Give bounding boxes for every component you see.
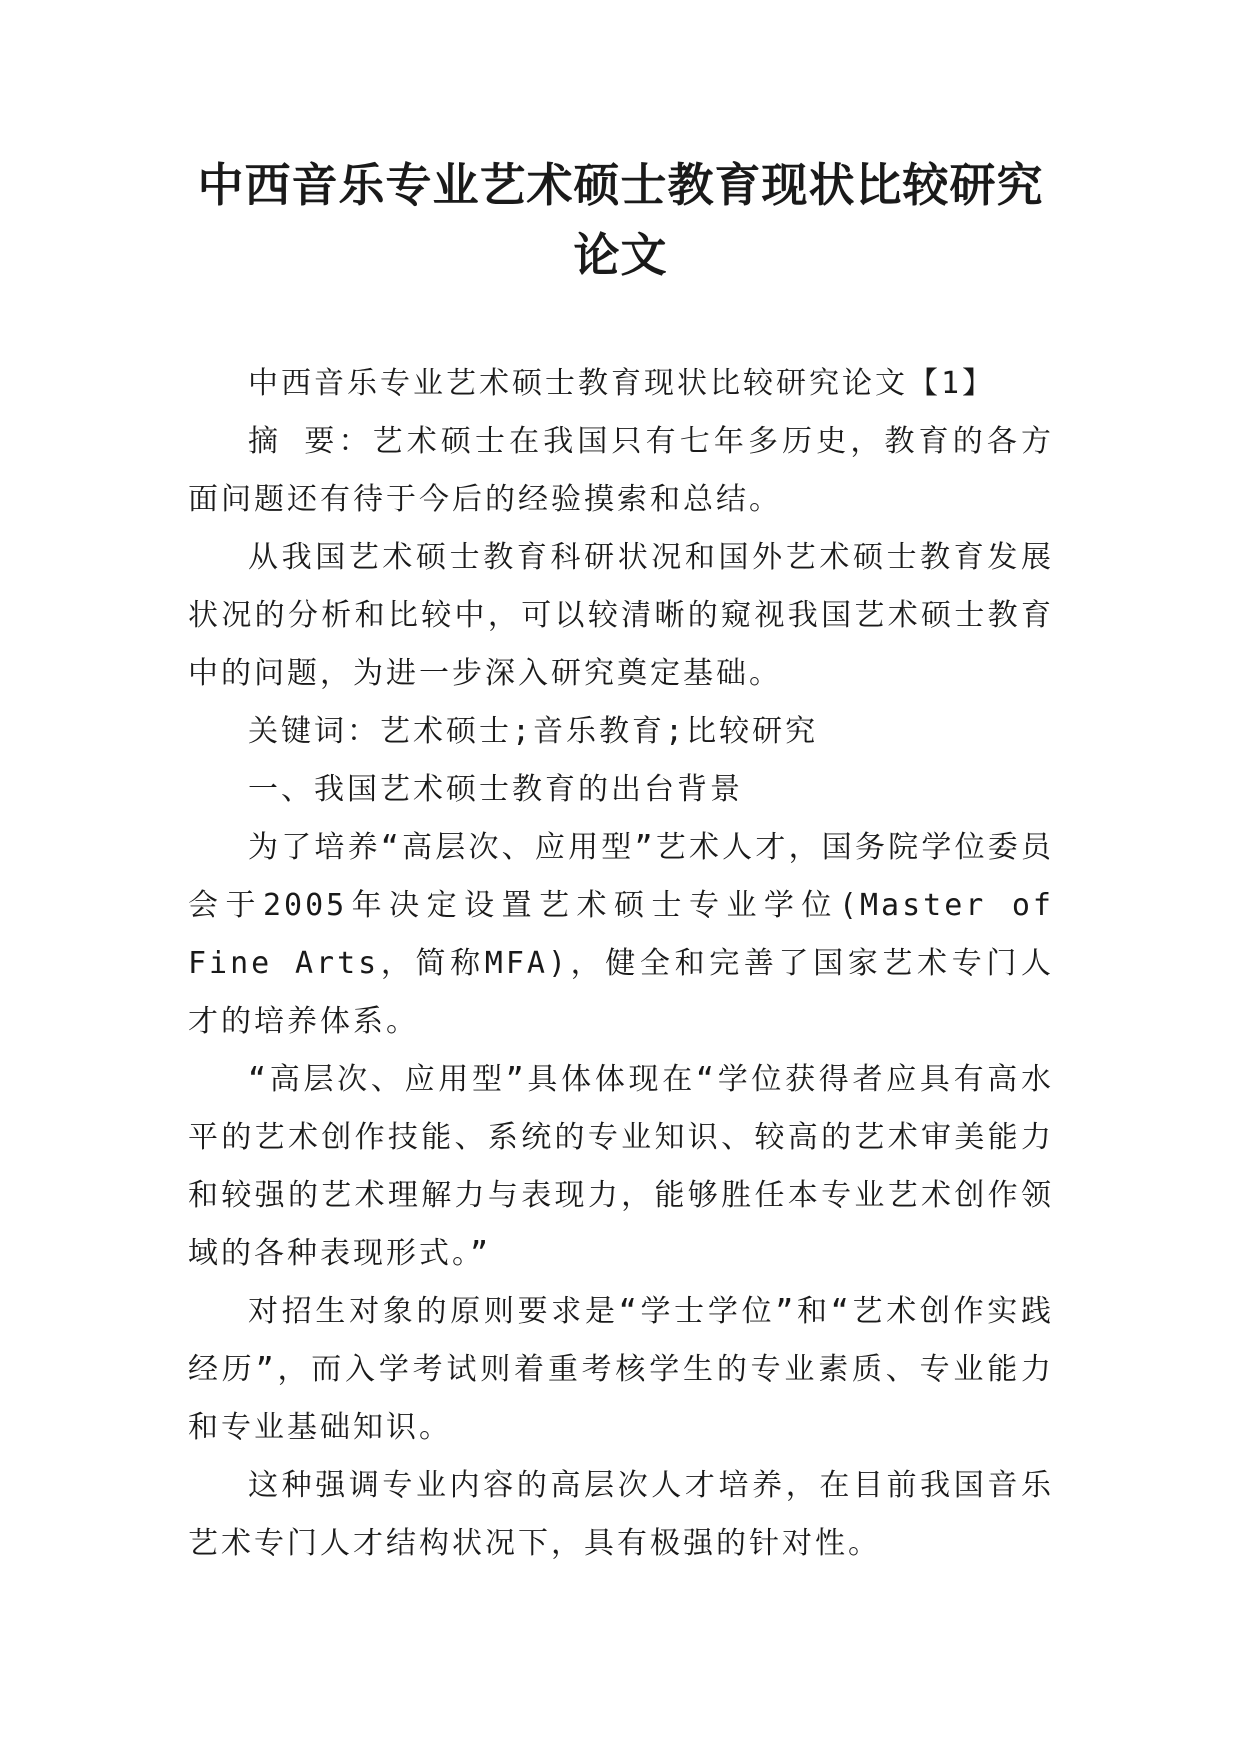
body-paragraph: 从我国艺术硕士教育科研状况和国外艺术硕士教育发展状况的分析和比较中，可以较清晰的窥视我国艺术硕士教育中的问题，为进一步深入研究奠定基础。 — [188, 540, 1054, 691]
body-paragraph: “高层次、应用型”具体体现在“学位获得者应具有高水平的艺术创作技能、系统的专业知识、较高的艺术审美能力和较强的艺术理解力与表现力，能够胜任本专业艺术创作领域的各种表现形式。” — [188, 1062, 1054, 1271]
body-paragraph: 对招生对象的原则要求是“学士学位”和“艺术创作实践经历”，而入学考试则着重考核学生的专业素质、专业能力和专业基础知识。 — [188, 1294, 1054, 1445]
keywords-paragraph: 关键词：艺术硕士;音乐教育;比较研究 — [248, 714, 819, 749]
abstract-paragraph: 摘 要：艺术硕士在我国只有七年多历史，教育的各方面问题还有待于今后的经验摸索和总结。 — [188, 424, 1054, 517]
document-body — [188, 355, 1054, 1573]
document-title: 中西音乐专业艺术硕士教育现状比较研究论文 — [197, 158, 1044, 282]
section-heading: 一、我国艺术硕士教育的出台背景 — [248, 772, 743, 807]
body-paragraph: 为了培养“高层次、应用型”艺术人才，国务院学位委员会于2005年决定设置艺术硕士专业学位(Master of Fine Arts，简称MFA)，健全和完善了国家艺术专门人才的培养体系。 — [188, 830, 1054, 1039]
body-paragraph: 这种强调专业内容的高层次人才培养，在目前我国音乐艺术专门人才结构状况下，具有极强的针对性。 — [188, 1468, 1054, 1561]
subtitle-paragraph: 中西音乐专业艺术硕士教育现状比较研究论文【1】 — [248, 366, 996, 401]
